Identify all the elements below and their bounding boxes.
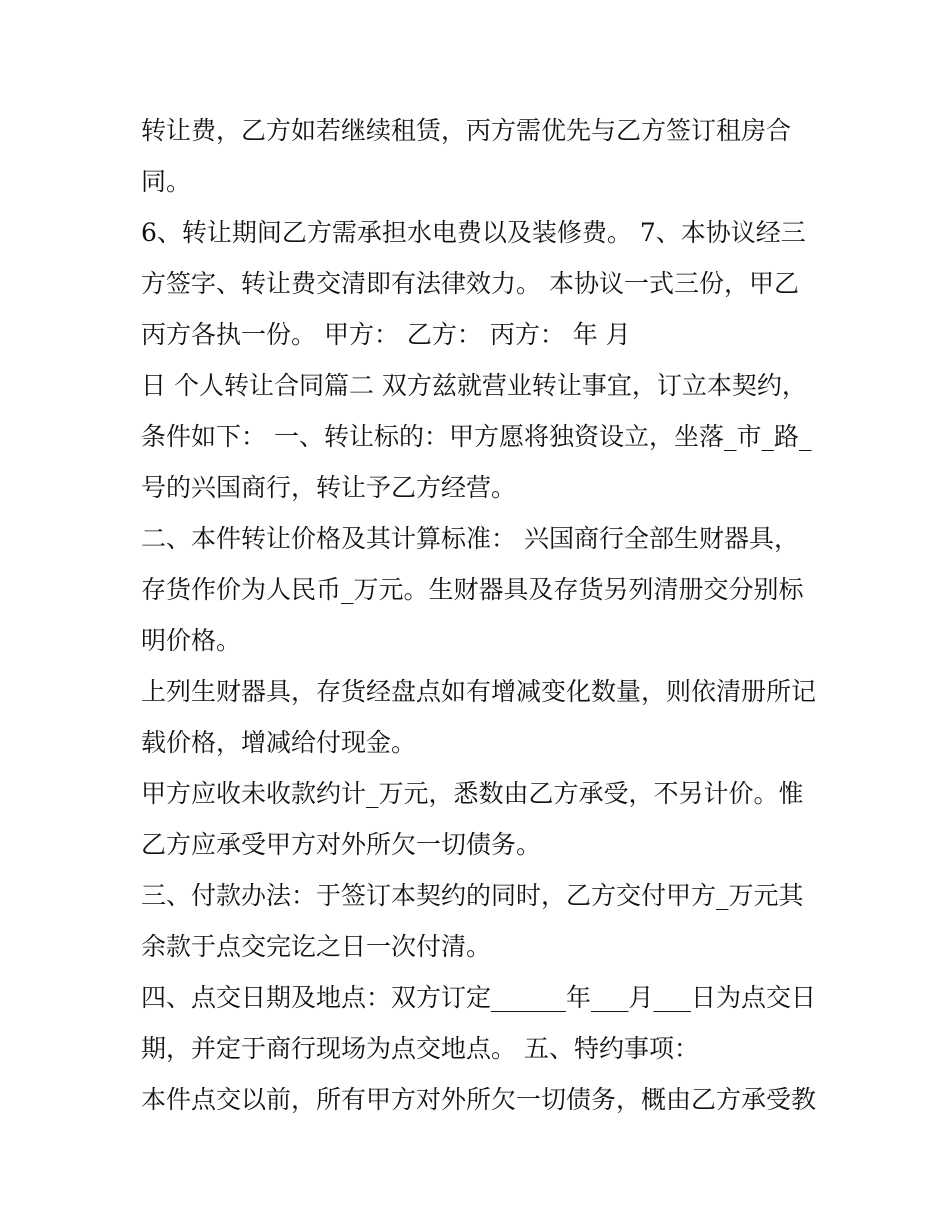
text-line: 三、付款办法：于签订本契约的同时，乙方交付甲方_万元其: [141, 881, 804, 910]
text-line: 二、本件转让价格及其计算标准： 兴国商行全部生财器具，: [141, 524, 799, 553]
text-line: 明价格。: [141, 626, 242, 655]
text-line: 转让费，乙方如若继续租赁，丙方需优先与乙方签订租房合: [141, 116, 792, 145]
text-line: 期，并定于商行现场为点交地点。 五、特约事项：: [141, 1034, 699, 1063]
text-line: 日 个人转让合同篇二 双方兹就营业转让事宜，订立本契约，: [141, 371, 807, 400]
text-line: 上列生财器具，存货经盘点如有增减变化数量，则依清册所记: [141, 677, 817, 706]
text-line: 甲方应收未收款约计_万元，悉数由乙方承受，不另计价。惟: [141, 779, 804, 808]
text-line: 同。: [141, 167, 192, 196]
text-line: 号的兴国商行，转让予乙方经营。: [141, 473, 517, 502]
text-line: 丙方各执一份。 甲方： 乙方： 丙方： 年 月: [141, 320, 631, 349]
text-line: 载价格，增减给付现金。: [141, 728, 417, 757]
text-line: 乙方应承受甲方对外所欠一切债务。: [141, 830, 542, 859]
text-line: 方签字、转让费交清即有法律效力。 本协议一式三份，甲乙: [141, 269, 799, 298]
text-line: 本件点交以前，所有甲方对外所欠一切债务，概由乙方承受教: [141, 1085, 817, 1114]
text-line: 余款于点交完讫之日一次付清。: [141, 932, 492, 961]
text-line: 6、转让期间乙方需承担水电费以及装修费。 7、本协议经三: [141, 218, 806, 247]
text-line: 存货作价为人民币_万元。生财器具及存货另列清册交分别标: [141, 575, 804, 604]
text-line: 四、点交日期及地点：双方订定______年___月___日为点交日: [141, 983, 817, 1012]
text-line: 条件如下： 一、转让标的：甲方愿将独资设立，坐落_市_路_: [141, 422, 812, 451]
